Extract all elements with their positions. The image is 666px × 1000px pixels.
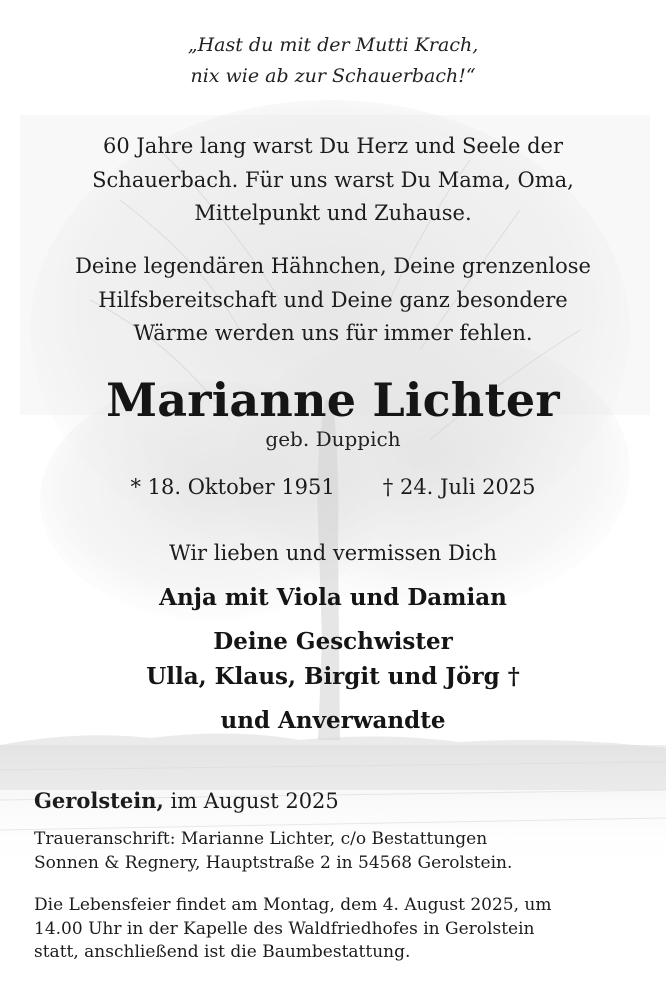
place: Gerolstein, <box>34 788 164 813</box>
mourners-relatives: und Anverwandte <box>220 707 446 734</box>
date: im August 2025 <box>170 789 339 813</box>
place-date <box>34 784 339 818</box>
tribute-line: Schauerbach. Für uns warst Du Mama, Oma, <box>92 167 574 192</box>
mourners-siblings-heading: Deine Geschwister <box>213 628 453 655</box>
deceased-name: Marianne Lichter <box>106 373 560 427</box>
quote-line-1: „Hast du mit der Mutti Krach, <box>187 34 479 56</box>
tribute-line: Hilfsbereitschaft und Deine ganz besondere <box>98 287 568 312</box>
quote-line-2: nix wie ab zur Schauerbach!“ <box>190 65 476 87</box>
tribute-paragraph-2 <box>0 250 666 351</box>
address-line: Sonnen & Regnery, Hauptstraße 2 in 54568 Gerolstein. <box>34 852 513 873</box>
ceremony-line: Die Lebensfeier findet am Montag, dem 4. August 2025, um <box>34 895 552 915</box>
tribute-line: 60 Jahre lang warst Du Herz und Seele der <box>102 134 563 158</box>
tribute-line: Mittelpunkt und Zuhause. <box>194 201 472 225</box>
mourners-siblings-names: Ulla, Klaus, Birgit und Jörg † <box>146 663 520 690</box>
mourning-address <box>34 828 644 875</box>
address-line: Traueranschrift: Marianne Lichter, c/o Bestattungen <box>34 829 488 849</box>
ceremony-line: statt, anschließend ist die Baumbestattung. <box>34 942 411 962</box>
death-date: † 24. Juli 2025 <box>382 475 536 499</box>
birth-date: * 18. Oktober 1951 <box>130 475 335 499</box>
tribute-paragraph <box>0 130 666 231</box>
quote <box>0 30 666 92</box>
ceremony-line: 14.00 Uhr in der Kapelle des Waldfriedhofes in Gerolstein <box>34 918 535 939</box>
mourners-intro: Wir lieben und vermissen Dich <box>169 541 497 565</box>
tribute-line: Wärme werden uns für immer fehlen. <box>133 321 533 345</box>
ceremony-info <box>34 894 644 965</box>
birth-name: geb. Duppich <box>265 427 401 451</box>
life-dates <box>0 470 666 504</box>
mourners-family-1: Anja mit Viola und Damian <box>159 584 507 611</box>
tribute-line: Deine legendären Hähnchen, Deine grenzenlose <box>75 254 591 278</box>
